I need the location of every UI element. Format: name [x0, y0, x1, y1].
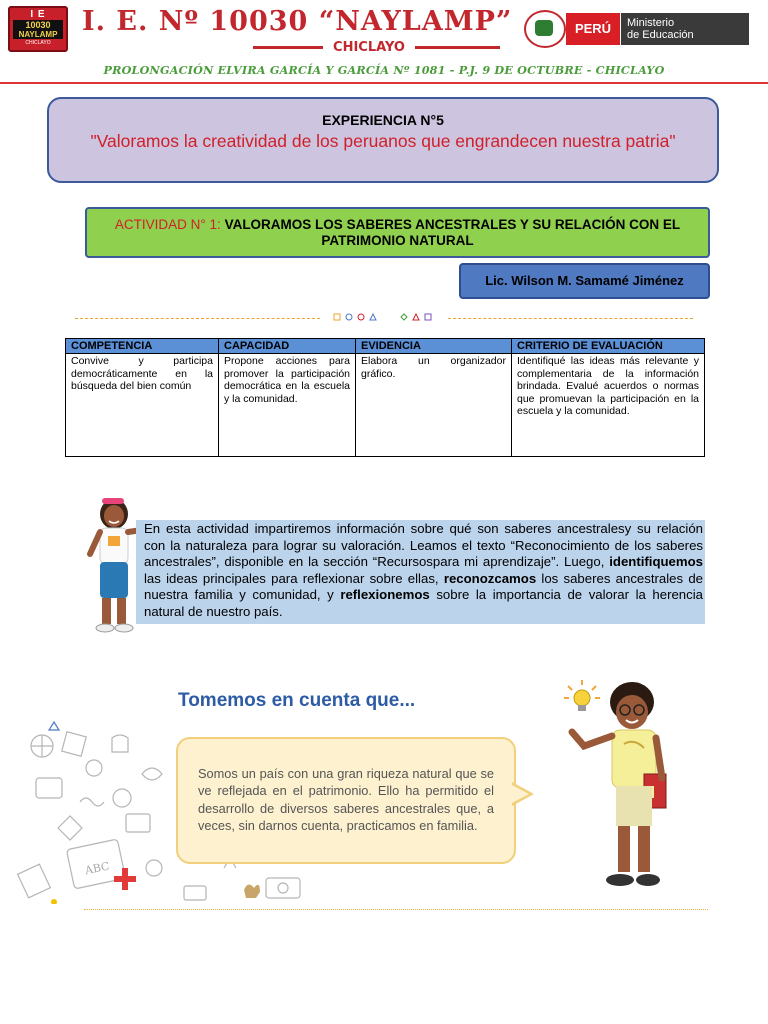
table-cell: Propone acciones para promover la participación democrática en la escuela y la comunidad. [219, 354, 356, 457]
school-address: PROLONGACIÓN ELVIRA GARCÍA Y GARCÍA Nº 1081 - P.J. 9 DE OCTUBRE - CHICLAYO [103, 63, 665, 77]
activity-box [85, 207, 710, 258]
school-logo [8, 6, 68, 52]
table-row [66, 354, 705, 457]
bottom-dotted-divider [84, 909, 708, 910]
ministry-logo [621, 13, 749, 45]
table-cell: Convive y participa democráticamente en la búsqueda del bien común [66, 354, 219, 457]
table-header-cell: EVIDENCIA [356, 339, 512, 354]
logo-line2: 10030 [13, 20, 63, 30]
evaluation-table [65, 338, 705, 457]
instruction-part: los saberes ancestrales de nuestra familia y comunidad, y [144, 570, 703, 603]
tip-heading: Tomemos en cuenta que... [178, 690, 416, 711]
logo-line1: I E [30, 9, 46, 20]
table-header-row [66, 339, 705, 354]
table-cell: Elabora un organizador gráfico. [356, 354, 512, 457]
table-header-cell: COMPETENCIA [66, 339, 219, 354]
instruction-keyword: identifiquemos [609, 554, 703, 570]
instruction-keyword: reflexionemos [340, 587, 430, 603]
ministry-line1: Ministerio [627, 17, 675, 29]
red-rule-left [253, 46, 323, 49]
table-cell: Identifiqué las ideas más relevante y complementaria de la información brindada. Evalué acuerdos o normas que promuevan la participación en la escuela y la comunidad. [512, 354, 705, 457]
logo-line4: CHICLAYO [25, 40, 51, 46]
ministry-line2: de Educación [627, 29, 694, 41]
instruction-part: En esta actividad impartiremos información sobre qué son saberes ancestralesy su relación con la naturaleza para lograr su valoración. Leamos el texto “Reconocimiento de los saberes ancestrales”, disponible en la sección “Recursospara mi aprendizaje”. Luego, [144, 521, 703, 570]
instruction-text [136, 520, 705, 624]
experience-subtitle: "Valoramos la creatividad de los peruanos que engrandecen nuestra patria" [90, 131, 676, 151]
divider-dashes-right [448, 318, 693, 319]
activity-title: VALORAMOS LOS SABERES ANCESTRALES Y SU RELACIÓN CON EL PATRIMONIO NATURAL [224, 217, 681, 248]
red-rule-right [415, 46, 500, 49]
lightbulb-icon [564, 680, 600, 711]
logo-line3: NAYLAMP [13, 30, 63, 39]
instruction-part: las ideas principales para reflexionar sobre ellas, [144, 570, 444, 586]
table-header-cell: CAPACIDAD [219, 339, 356, 354]
doodle-label: ABC [83, 859, 111, 878]
instruction-keyword: reconozcamos [443, 570, 537, 586]
table-header-cell: CRITERIO DE EVALUACIÓN [512, 339, 705, 354]
header-divider [0, 82, 768, 84]
boy-illustration [560, 674, 680, 894]
peru-label: PERÚ [566, 13, 620, 45]
bubble-tail-fill [512, 785, 529, 803]
tip-bubble: Somos un país con una gran riqueza natural que se ve reflejada en el patrimonio. Ello ha permitido el desarrollo de diversos saberes ancestrales que, a veces, sin darnos cuenta, practicamos en familia. [176, 737, 516, 864]
experience-title: EXPERIENCIA N°5 [322, 112, 444, 128]
teacher-name: Lic. Wilson M. Samamé Jiménez [459, 263, 710, 299]
activity-label: ACTIVIDAD N° 1: [114, 217, 221, 232]
city-label: CHICLAYO [333, 40, 405, 55]
divider-shapes [333, 310, 437, 324]
national-seal-icon [524, 10, 566, 48]
instruction-part: sobre la importancia de valorar la herencia natural de nuestro país. [144, 587, 703, 619]
divider-dashes-left [75, 318, 320, 319]
experience-box [47, 97, 719, 183]
school-name: I. E. Nº 10030 “NAYLAMP” [82, 6, 513, 37]
